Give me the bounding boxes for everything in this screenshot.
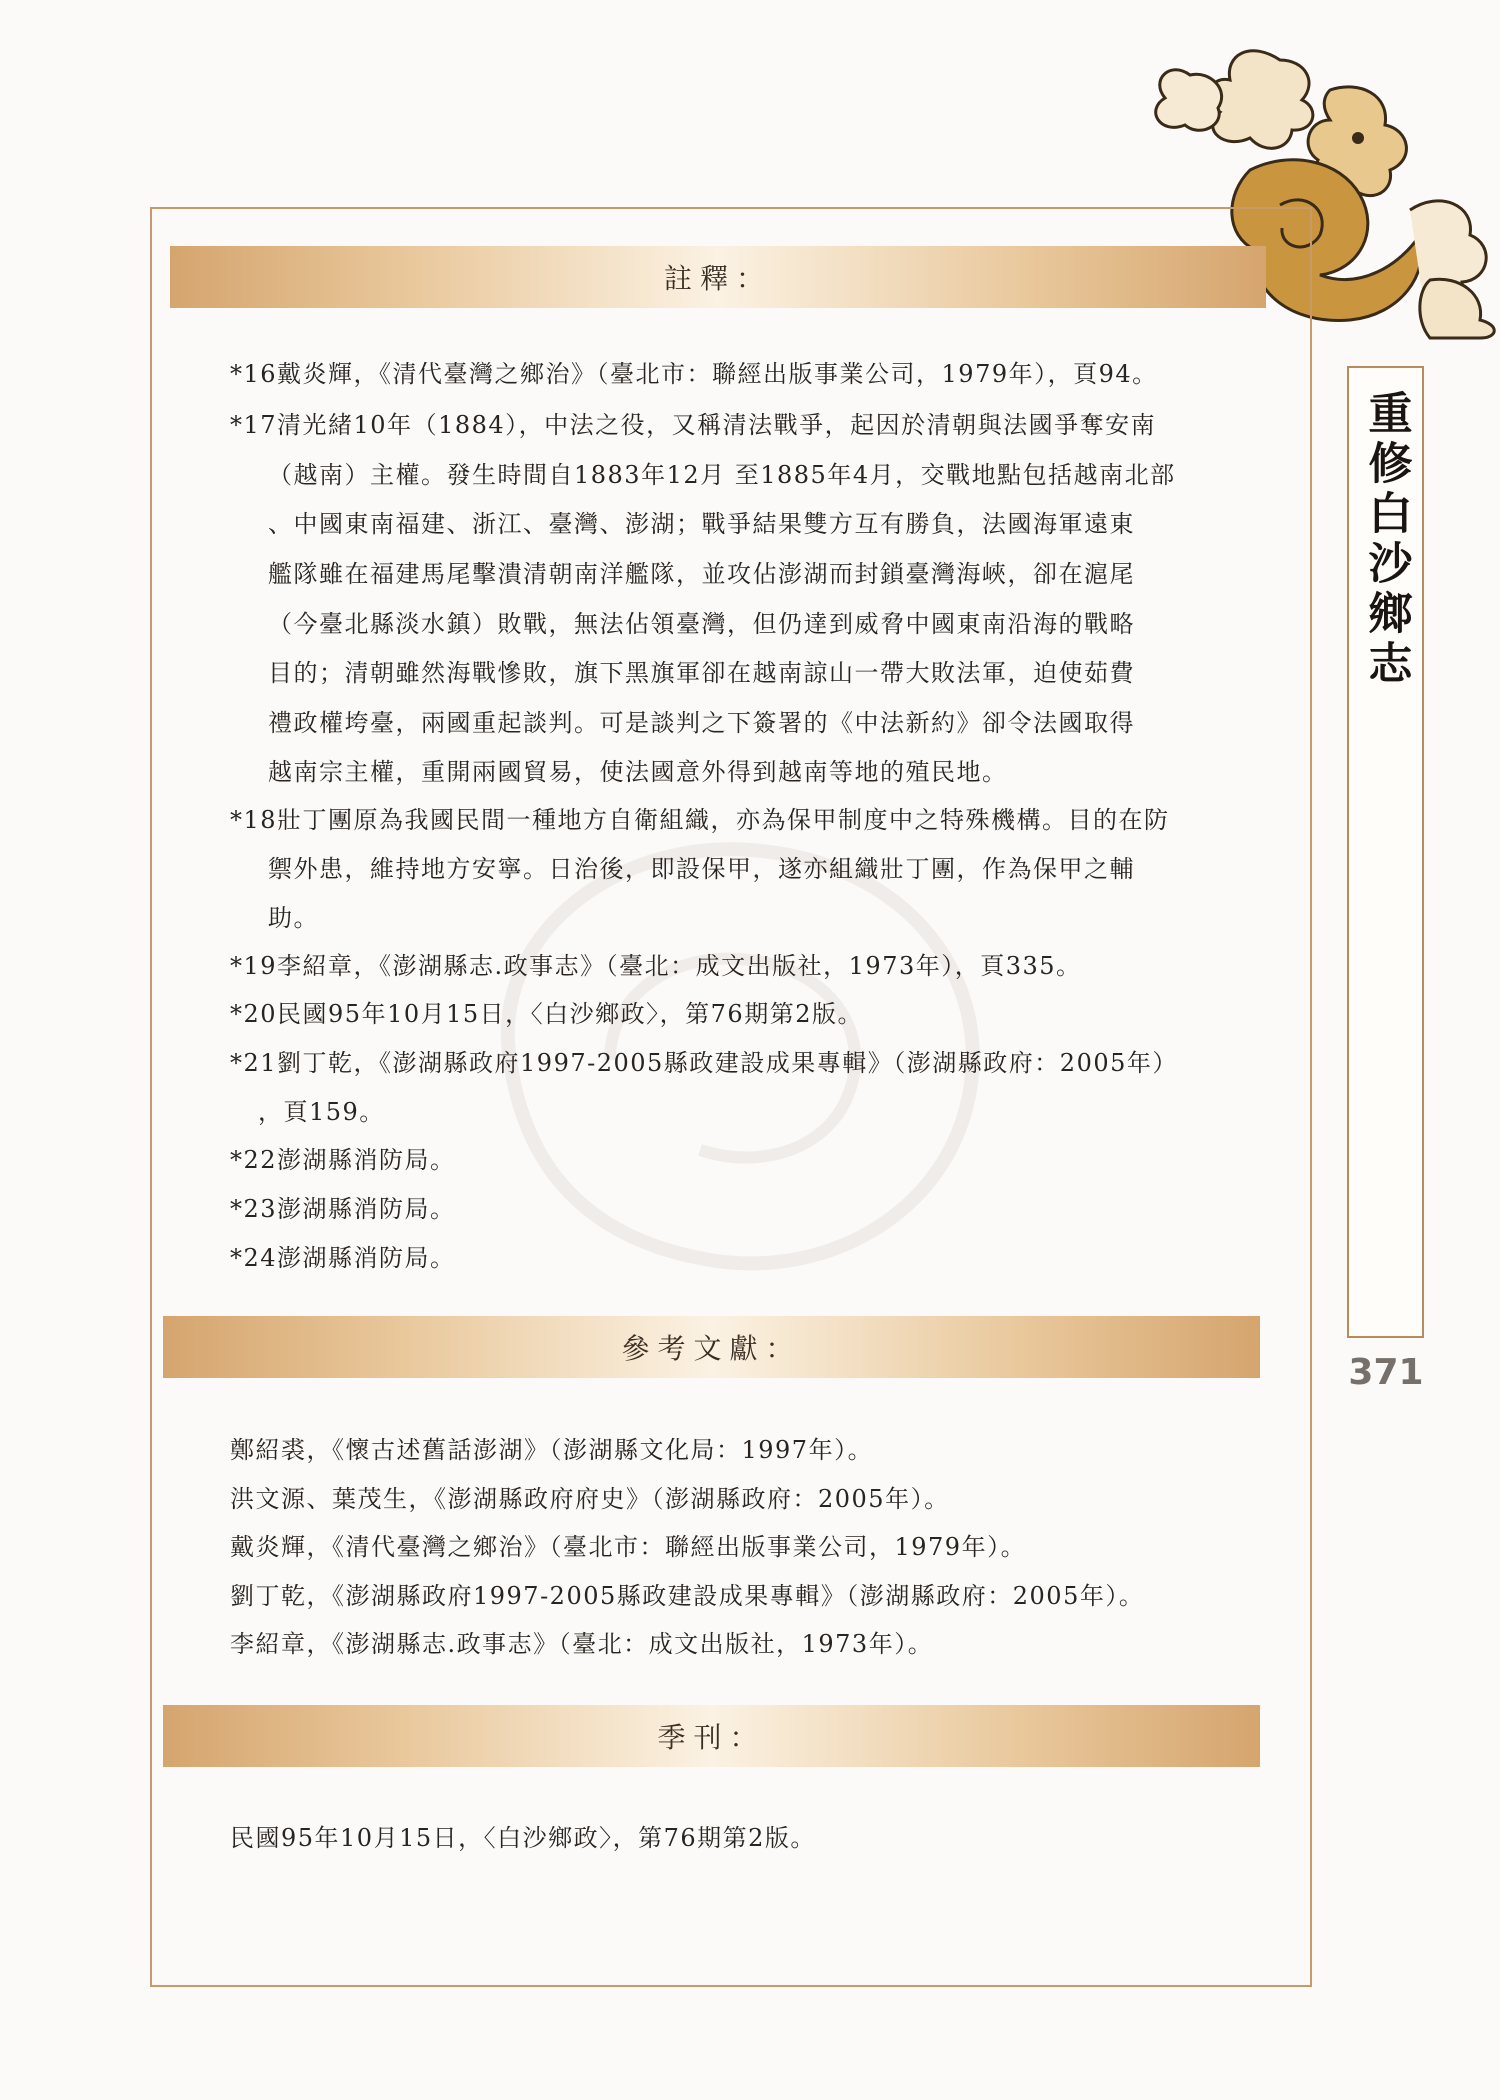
reference-line: 劉丁乾，《澎湖縣政府1997-2005縣政建設成果專輯》（澎湖縣政府：2005年）。 [230,1582,1145,1610]
note-line: ，頁159。 [258,1098,385,1126]
book-title: 重修白沙鄉志 [1360,390,1412,690]
note-line: *22澎湖縣消防局。 [230,1146,456,1174]
note-line: *17清光緒10年（1884），中法之役，又稱清法戰爭，起因於清朝與法國爭奪安南 [230,411,1157,439]
note-line: *16戴炎輝，《清代臺灣之鄉治》（臺北市：聯經出版事業公司，1979年），頁94。 [230,360,1158,388]
references-heading: 參考文獻： [163,1316,1260,1378]
page-number: 371 [1348,1352,1424,1393]
note-line: 禮政權垮臺，兩國重起談判。可是談判之下簽署的《中法新約》卻令法國取得 [268,709,1135,737]
reference-line: 李紹章，《澎湖縣志.政事志》（臺北：成文出版社，1973年）。 [230,1630,934,1658]
journals-heading: 季刊： [163,1705,1260,1767]
note-line: 艦隊雖在福建馬尾擊潰清朝南洋艦隊，並攻佔澎湖而封鎖臺灣海峽，卻在滬尾 [268,560,1135,588]
note-line: *18壯丁團原為我國民間一種地方自衛組織，亦為保甲制度中之特殊機構。目的在防 [230,806,1170,834]
note-line: 目的；清朝雖然海戰慘敗，旗下黑旗軍卻在越南諒山一帶大敗法軍，迫使茹費 [268,659,1135,687]
journal-line: 民國95年10月15日，〈白沙鄉政〉，第76期第2版。 [230,1824,816,1852]
reference-line: 洪文源、葉茂生，《澎湖縣政府府史》（澎湖縣政府：2005年）。 [230,1485,950,1513]
note-line: （今臺北縣淡水鎮）敗戰，無法佔領臺灣，但仍達到威脅中國東南沿海的戰略 [268,610,1135,638]
reference-line: 鄭紹裘，《懷古述舊話澎湖》（澎湖縣文化局：1997年）。 [230,1436,874,1464]
note-line: 禦外患，維持地方安寧。日治後，即設保甲，遂亦組織壯丁團，作為保甲之輔 [268,855,1135,883]
note-line: *19李紹章，《澎湖縣志.政事志》（臺北：成文出版社，1973年），頁335。 [230,952,1082,980]
note-line: *21劉丁乾，《澎湖縣政府1997-2005縣政建設成果專輯》（澎湖縣政府：2005年） [230,1049,1178,1077]
note-line: *24澎湖縣消防局。 [230,1244,456,1272]
note-line: 、中國東南福建、浙江、臺灣、澎湖；戰爭結果雙方互有勝負，法國海軍遠東 [268,510,1135,538]
side-title-tab [1347,366,1424,1338]
note-line: 越南宗主權，重開兩國貿易，使法國意外得到越南等地的殖民地。 [268,758,1008,786]
note-line: *23澎湖縣消防局。 [230,1195,456,1223]
note-line: *20民國95年10月15日，〈白沙鄉政〉，第76期第2版。 [230,1000,863,1028]
note-line: （越南）主權。發生時間自1883年12月 至1885年4月，交戰地點包括越南北部 [268,461,1176,489]
reference-line: 戴炎輝，《清代臺灣之鄉治》（臺北市：聯經出版事業公司，1979年）。 [230,1533,1027,1561]
notes-heading: 註釋： [170,246,1266,308]
note-line: 助。 [268,904,319,932]
